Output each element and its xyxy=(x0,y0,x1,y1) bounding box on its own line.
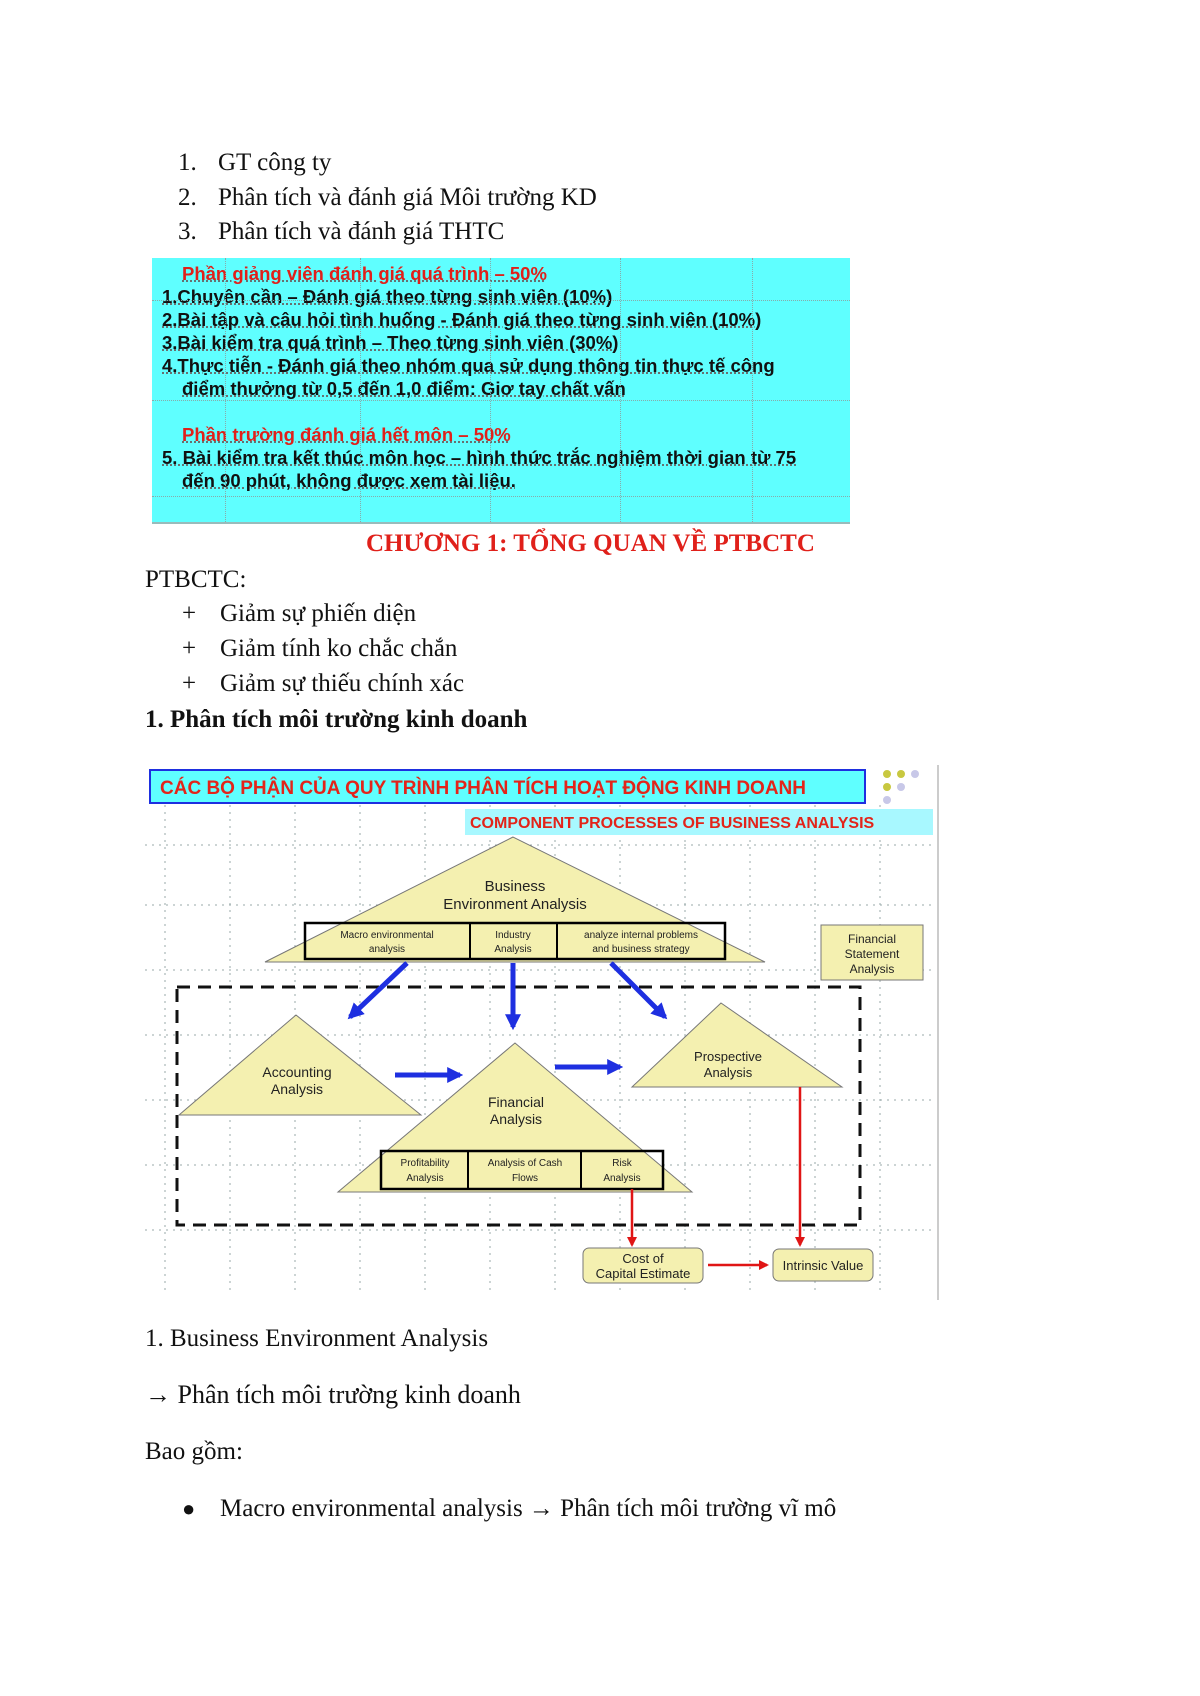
section-heading: 1. Phân tích môi trường kinh doanh xyxy=(145,706,528,733)
list-item: 2. Phân tích và đánh giá Môi trường KD xyxy=(178,183,597,211)
decorative-dots xyxy=(883,770,919,804)
business-analysis-diagram xyxy=(145,765,940,1300)
macro-label: analysis xyxy=(368,944,406,955)
prospective-label: Prospective xyxy=(694,1049,762,1064)
numbered-list xyxy=(178,146,597,250)
bea-arrow-line: → Phân tích môi trường kinh doanh xyxy=(145,1380,521,1409)
plus-item: + Giảm sự phiến diện xyxy=(182,600,417,627)
grading-item: 3.Bài kiểm tra quá trình – Theo từng sinh viên (30%) xyxy=(162,332,619,353)
internal-label: and business strategy xyxy=(592,944,690,955)
risk-label: Risk xyxy=(612,1158,632,1169)
industry-label: Analysis xyxy=(494,944,532,955)
financial-label: Analysis xyxy=(489,1111,543,1127)
arrow-to-accounting xyxy=(350,963,407,1017)
cashflow-label: Flows xyxy=(511,1173,539,1184)
bea-label: Environment Analysis xyxy=(443,896,587,913)
fsa-label: Analysis xyxy=(849,962,895,976)
profitability-label: Profitability xyxy=(400,1158,450,1169)
cashflow-label: Analysis of Cash xyxy=(487,1158,563,1169)
bea-label: Business xyxy=(484,878,546,895)
grading-item: 1.Chuyên cần – Đánh giá theo từng sinh viên (10%) xyxy=(162,286,613,307)
grid-line xyxy=(360,258,361,522)
bullet-item: ● Macro environmental analysis → Phân tích môi trường vĩ mô xyxy=(182,1495,837,1522)
bao-gom-label: Bao gồm: xyxy=(145,1438,243,1465)
plus-item: + Giảm sự thiếu chính xác xyxy=(182,670,465,697)
cost-label: Capital Estimate xyxy=(595,1266,691,1281)
grid-line xyxy=(152,300,850,301)
grid-line xyxy=(152,496,850,497)
macro-label: Macro environmental xyxy=(340,930,434,941)
grading-item: đến 90 phút, không được xem tài liệu. xyxy=(182,470,516,491)
plus-item: + Giảm tính ko chắc chắn xyxy=(182,635,458,662)
grading-item: điểm thưởng từ 0,5 đến 1,0 điểm: Giơ tay chất vấn xyxy=(182,378,626,399)
diagram-title-vi: CÁC BỘ PHẬN CỦA QUY TRÌNH PHÂN TÍCH HOẠT ĐỘNG KINH DOANH xyxy=(160,778,806,799)
heading-final: Phần trường đánh giá hết môn – 50% xyxy=(182,424,511,445)
grading-item: 2.Bài tập và câu hỏi tình huống - Đánh giá theo từng sinh viên (10%) xyxy=(162,309,762,330)
ptbctc-label: PTBCTC: xyxy=(145,566,247,593)
arrow-to-prospective xyxy=(611,963,665,1017)
profitability-label: Analysis xyxy=(406,1173,444,1184)
chapter-title: CHƯƠNG 1: TỔNG QUAN VỀ PTBCTC xyxy=(366,530,815,557)
grading-box xyxy=(152,258,850,524)
grid-line xyxy=(225,258,226,522)
intrinsic-label: Intrinsic Value xyxy=(782,1258,864,1273)
list-item: 3. Phân tích và đánh giá THTC xyxy=(178,218,505,245)
accounting-label: Analysis xyxy=(270,1081,324,1097)
diagram-title-en: COMPONENT PROCESSES OF BUSINESS ANALYSIS xyxy=(470,815,875,832)
grid-line xyxy=(620,258,621,522)
grading-item: 5. Bài kiểm tra kết thúc môn học – hình thức trắc nghiệm thời gian từ 75 xyxy=(162,447,797,468)
heading-process: Phần giảng viên đánh giá quá trình – 50% xyxy=(182,263,547,284)
industry-label: Industry xyxy=(495,930,531,941)
grid-line xyxy=(490,258,491,522)
fsa-label: Statement xyxy=(844,947,900,961)
internal-label: analyze internal problems xyxy=(584,930,698,941)
list-item: 1. GT công ty xyxy=(178,149,332,176)
grid-line xyxy=(752,258,753,522)
bea-heading: 1. Business Environment Analysis xyxy=(145,1325,489,1352)
risk-label: Analysis xyxy=(603,1173,641,1184)
cost-label: Cost of xyxy=(622,1251,664,1266)
accounting-label: Accounting xyxy=(262,1064,332,1080)
fsa-label: Financial xyxy=(847,932,897,946)
grading-item: 4.Thực tiễn - Đánh giá theo nhóm qua sử dụng thông tin thực tế công xyxy=(162,355,775,376)
financial-label: Financial xyxy=(487,1094,545,1110)
grid-line xyxy=(152,400,850,401)
prospective-label: Analysis xyxy=(703,1065,753,1080)
